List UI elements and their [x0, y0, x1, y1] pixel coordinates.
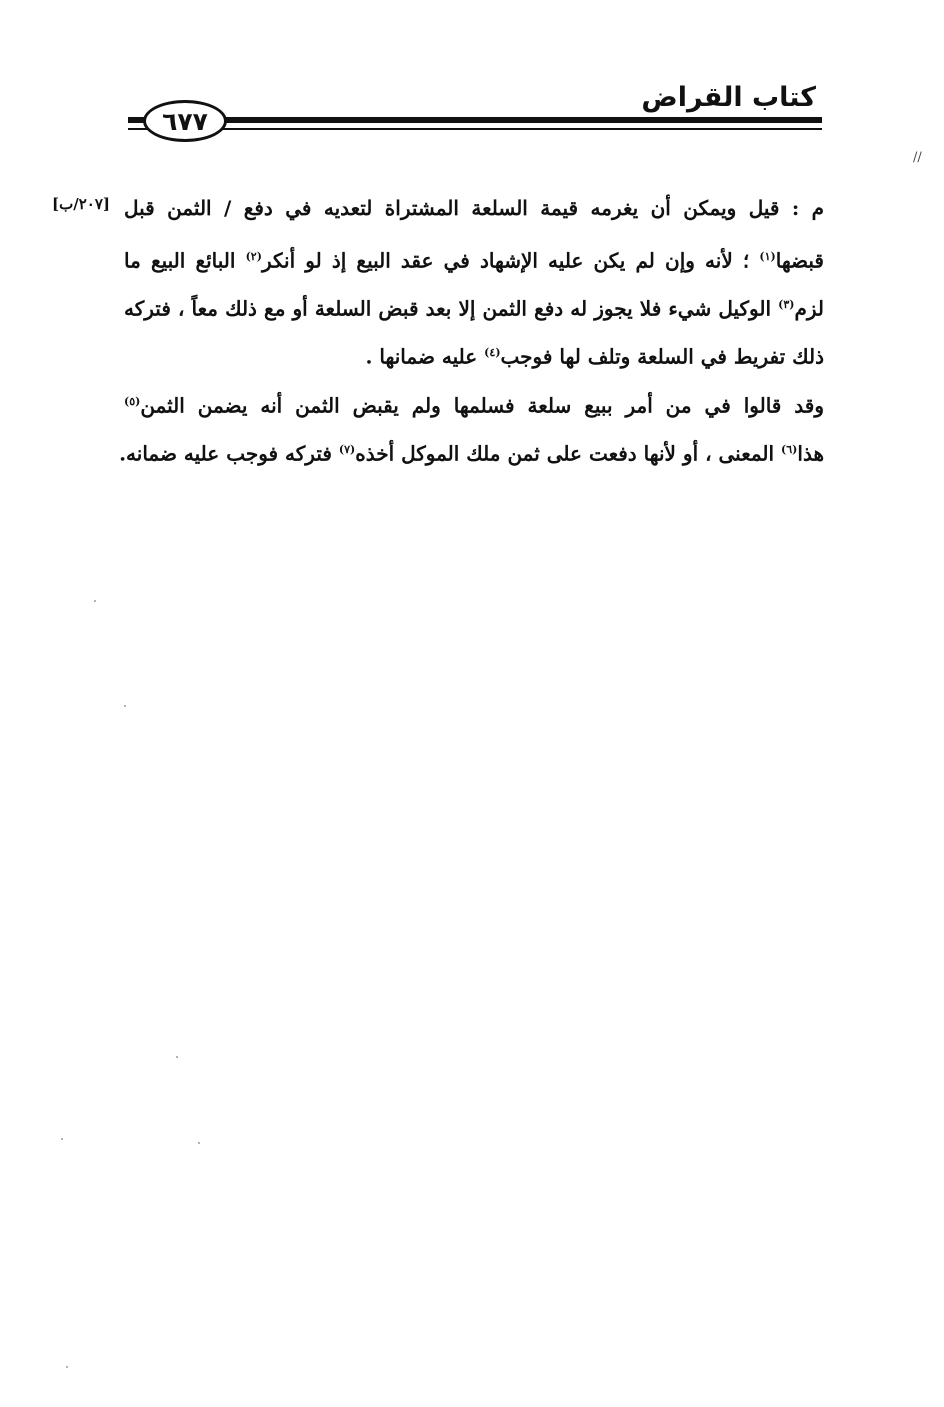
footnote-marker: (٦)	[781, 443, 798, 456]
text-run: عليه ضمانها .	[365, 344, 485, 369]
running-header	[0, 0, 944, 165]
footnote-marker: (١)	[759, 250, 776, 263]
text-line	[124, 290, 824, 324]
text-run: ؛ لأنه وإن لم يكن عليه الإشهاد في عقد البيع إذ لو أنكر	[261, 248, 760, 273]
header-rule-thin	[128, 128, 822, 130]
text-run: وقد قالوا في من أمر ببيع سلعة فسلمها ولم يقبض الثمن أنه يضمن الثمن	[140, 393, 824, 418]
text-run: هذا	[797, 441, 824, 466]
text-run: ذلك تفريط في السلعة وتلف لها فوجب	[500, 344, 824, 369]
text-run: لزم	[794, 296, 824, 321]
text-run: فتركه فوجب عليه ضمانه.	[119, 441, 339, 466]
text-run: المعنى ، أو لأنها دفعت على ثمن ملك الموكل أخذه	[355, 441, 782, 466]
text-line	[124, 242, 824, 276]
footnote-marker: (٣)	[778, 298, 795, 311]
margin-mark: //	[913, 150, 922, 165]
page-number: ٦٧٧	[162, 106, 208, 136]
text-line	[124, 193, 824, 223]
text-run: البائع البيع ما	[124, 248, 246, 273]
text-line	[124, 338, 824, 372]
footnote-marker: (٥)	[124, 395, 141, 408]
text-run: الوكيل شيء فلا يجوز له دفع الثمن إلا بعد قبض السلعة أو مع ذلك معاً ، فتركه	[124, 296, 779, 321]
book-title: كتاب القراض	[641, 82, 816, 113]
footnote-marker: (٧)	[338, 443, 356, 456]
footnote-marker: (٢)	[245, 250, 262, 263]
text-line	[119, 435, 824, 469]
text-run: قبضها	[775, 248, 824, 273]
footnote-marker: (٤)	[484, 346, 501, 359]
text-run: م : قيل ويمكن أن يغرمه قيمة السلعة المشتراة لتعديه في دفع / الثمن قبل	[124, 196, 824, 220]
folio-marker: [٢٠٧/ب]	[52, 195, 110, 213]
page-number-badge	[143, 100, 227, 142]
header-rule-thick	[128, 117, 822, 123]
text-line	[124, 387, 824, 421]
